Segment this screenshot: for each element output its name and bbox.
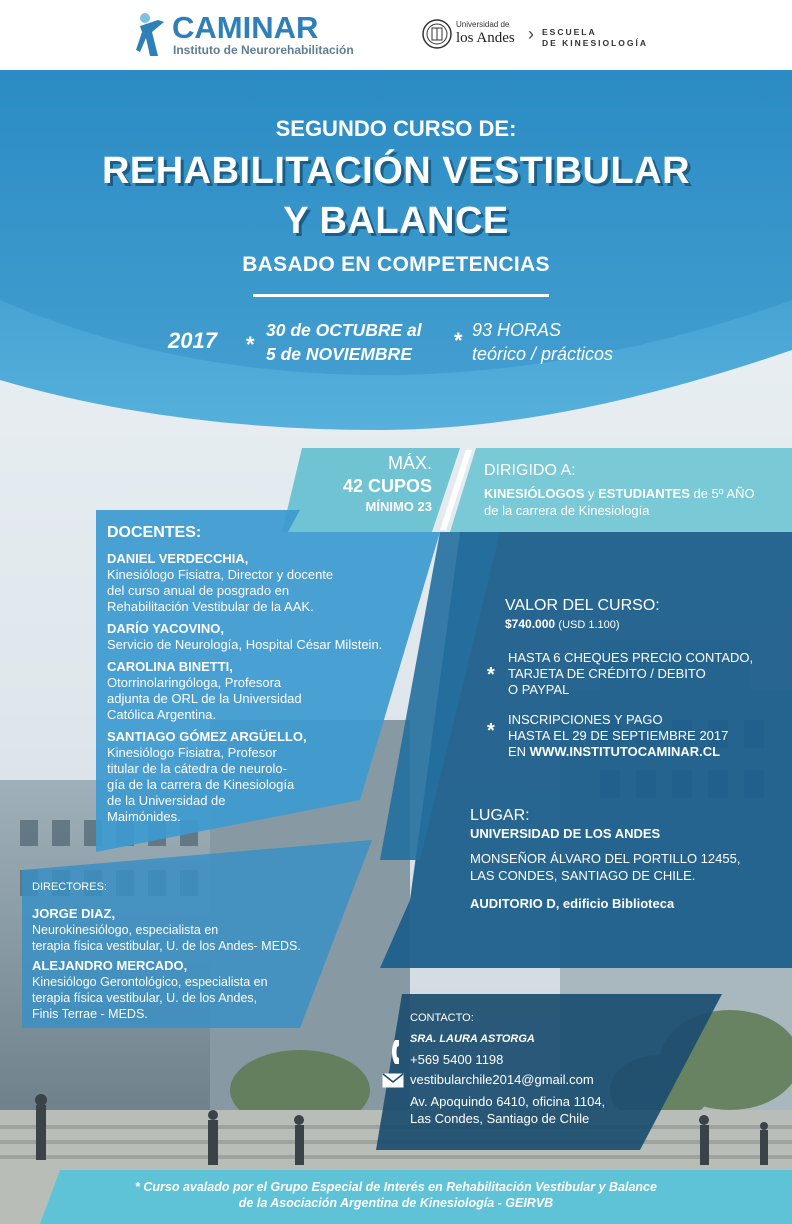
price-clp: $740.000 (505, 617, 556, 631)
venue-auditorium: AUDITORIO D, edificio Biblioteca (470, 896, 675, 911)
dirigido-title: DIRIGIDO A: (484, 462, 576, 479)
escuela-line-1: ESCUELA (542, 27, 597, 37)
contact-address-line: Av. Apoquindo 6410, oficina 1104, (410, 1094, 606, 1109)
walking-person-icon (136, 12, 168, 58)
course-date-range (266, 318, 422, 366)
dirigido-line-1 (484, 485, 784, 502)
asterisk-separator: * (246, 332, 255, 357)
director-item (32, 958, 372, 1022)
contact-email[interactable]: vestibularchile2014@gmail.com (410, 1072, 594, 1087)
price-usd: (USD 1.100) (558, 619, 620, 631)
docente-desc-line: Maimónides. (107, 809, 181, 824)
date-range-line-2: 5 de NOVIEMBRE (266, 344, 412, 364)
course-subtitle: BASADO EN COMPETENCIAS (242, 253, 550, 276)
docente-desc-line: Servicio de Neurología, Hospital César Milstein. (107, 637, 383, 652)
cupos-max-label: MÁX. (387, 453, 432, 473)
director-desc-line: terapia física vestibular, U. de los Andes, (32, 991, 258, 1005)
registration-prefix: EN (508, 744, 530, 759)
docente-desc-line: Rehabilitación Vestibular de la AAK. (107, 599, 314, 614)
course-year: 2017 (168, 328, 217, 353)
endorsement-line-1: * Curso avalado por el Grupo Especial de Interés en Rehabilitación Vestibular y Balance (135, 1180, 657, 1194)
course-main-title (0, 146, 792, 246)
universidad-los-andes-logo[interactable] (422, 14, 662, 56)
title-divider (253, 294, 549, 297)
university-seal-icon (422, 14, 452, 54)
endorsement-line-2: de la Asociación Argentina de Kinesiología - GEIRVB (238, 1196, 554, 1210)
asterisk-bullet: * (487, 664, 495, 686)
payment-line: TARJETA DE CRÉDITO / DEBITO (508, 666, 706, 681)
director-desc-line: Neurokinesiólogo, especialista en (32, 923, 219, 937)
hours-line-2: teórico / prácticos (472, 344, 614, 364)
docente-desc-line: Otorrinolaringóloga, Profesora (107, 675, 282, 690)
director-name: ALEJANDRO MERCADO, (32, 958, 188, 973)
contact-address (410, 1093, 750, 1127)
course-pretitle: SEGUNDO CURSO DE: (275, 116, 517, 141)
docente-desc-line: Kinesiólogo Fisiatra, Profesor (107, 745, 277, 760)
cupos-block (290, 452, 432, 516)
dates-row (0, 316, 792, 366)
directores-title: DIRECTORES: (32, 881, 107, 893)
registration-line (508, 744, 785, 760)
caminar-subtitle: Instituto de Neurorehabilitación (173, 43, 354, 57)
docente-item (107, 659, 437, 723)
docentes-title: DOCENTES: (107, 524, 202, 541)
audience-connector: y (584, 486, 599, 501)
docente-desc-line: del curso anual de posgrado en (107, 583, 290, 598)
payment-line: HASTA 6 CHEQUES PRECIO CONTADO, (508, 650, 754, 665)
valor-price (505, 616, 785, 633)
docente-desc-line: adjunta de ORL de la Universidad (107, 691, 302, 706)
cupos-max-value: 42 CUPOS (342, 476, 432, 496)
docente-name: SANTIAGO GÓMEZ ARGÜELLO, (107, 729, 307, 744)
escuela-line-2: DE KINESIOLOGÍA (542, 38, 649, 48)
dirigido-block (484, 460, 784, 519)
email-icon (382, 1073, 404, 1088)
docente-item (107, 551, 437, 615)
university-small-label: Universidad de (456, 20, 510, 29)
valor-title: VALOR DEL CURSO: (505, 597, 660, 614)
lugar-block (470, 806, 780, 912)
asterisk-bullet: * (487, 720, 495, 742)
dirigido-line-2: de la carrera de Kinesiología (484, 503, 650, 518)
docente-desc-line: gía de la carrera de Kinesiología (107, 777, 295, 792)
date-range-line-1: 30 de OCTUBRE al (266, 320, 422, 340)
docente-name: DARÍO YACOVINO, (107, 621, 225, 636)
contacto-block (410, 1011, 750, 1126)
venue-address-line: LAS CONDES, SANTIAGO DE CHILE. (470, 868, 696, 883)
payment-methods (505, 650, 785, 698)
directores-block (32, 880, 372, 1026)
docente-item (107, 729, 437, 825)
contact-address-line: Las Condes, Santiago de Chile (410, 1111, 590, 1126)
contacto-title: CONTACTO: (410, 1012, 474, 1024)
escuela-label (542, 27, 648, 49)
director-desc-line: Finis Terrae - MEDS. (32, 1007, 148, 1021)
valor-block (505, 596, 785, 633)
venue-address (470, 850, 780, 884)
cupos-min-label: MÍNIMO 23 (365, 499, 432, 514)
lugar-title: LUGAR: (470, 807, 530, 824)
audience-kinesiologos: KINESIÓLOGOS (484, 486, 585, 501)
contact-phone[interactable]: +569 5400 1198 (410, 1052, 504, 1067)
registration-line: INSCRIPCIONES Y PAGO (508, 712, 663, 727)
docente-desc-line: de la Universidad de (107, 793, 226, 808)
header-bar (0, 0, 792, 70)
director-desc-line: Kinesiólogo Gerontológico, especialista en (32, 975, 268, 989)
hours-line-1: 93 HORAS (472, 320, 562, 340)
course-title-line-2: Y BALANCE (283, 200, 509, 242)
docente-desc-line: titular de la cátedra de neurolo- (107, 761, 287, 776)
phone-icon (392, 1039, 404, 1065)
docente-name: DANIEL VERDECCHIA, (107, 551, 249, 566)
website-link[interactable]: WWW.INSTITUTOCAMINAR.CL (529, 744, 721, 759)
docentes-block (107, 523, 437, 831)
director-desc-line: terapia física vestibular, U. de los Andes- MEDS. (32, 939, 301, 953)
audience-year: de 5º AÑO (689, 486, 755, 501)
course-hours (472, 318, 613, 366)
venue-address-line: MONSEÑOR ÁLVARO DEL PORTILLO 12455, (470, 851, 741, 866)
registration-line: HASTA EL 29 DE SEPTIEMBRE 2017 (508, 728, 729, 743)
university-name: los Andes (456, 30, 515, 46)
chevron-right-icon: › (528, 24, 534, 44)
endorsement-footer (0, 1179, 792, 1211)
director-item (32, 906, 372, 954)
docente-item (107, 621, 437, 653)
director-name: JORGE DIAZ, (32, 906, 116, 921)
docente-desc-line: Católica Argentina. (107, 707, 217, 722)
payment-line: O PAYPAL (508, 682, 570, 697)
registration-info (505, 712, 785, 760)
caminar-logo[interactable] (136, 10, 376, 60)
venue-name: UNIVERSIDAD DE LOS ANDES (470, 826, 661, 841)
course-title-line-1: REHABILITACIÓN VESTIBULAR (101, 150, 691, 192)
dirigido-audience (484, 485, 784, 519)
audience-estudiantes: ESTUDIANTES (598, 486, 690, 501)
contact-person: SRA. LAURA ASTORGA (410, 1033, 535, 1045)
asterisk-separator: * (454, 328, 463, 353)
caminar-wordmark: CAMINAR (172, 10, 319, 45)
docente-name: CAROLINA BINETTI, (107, 659, 233, 674)
docente-desc-line: Kinesiólogo Fisiatra, Director y docente (107, 567, 334, 582)
